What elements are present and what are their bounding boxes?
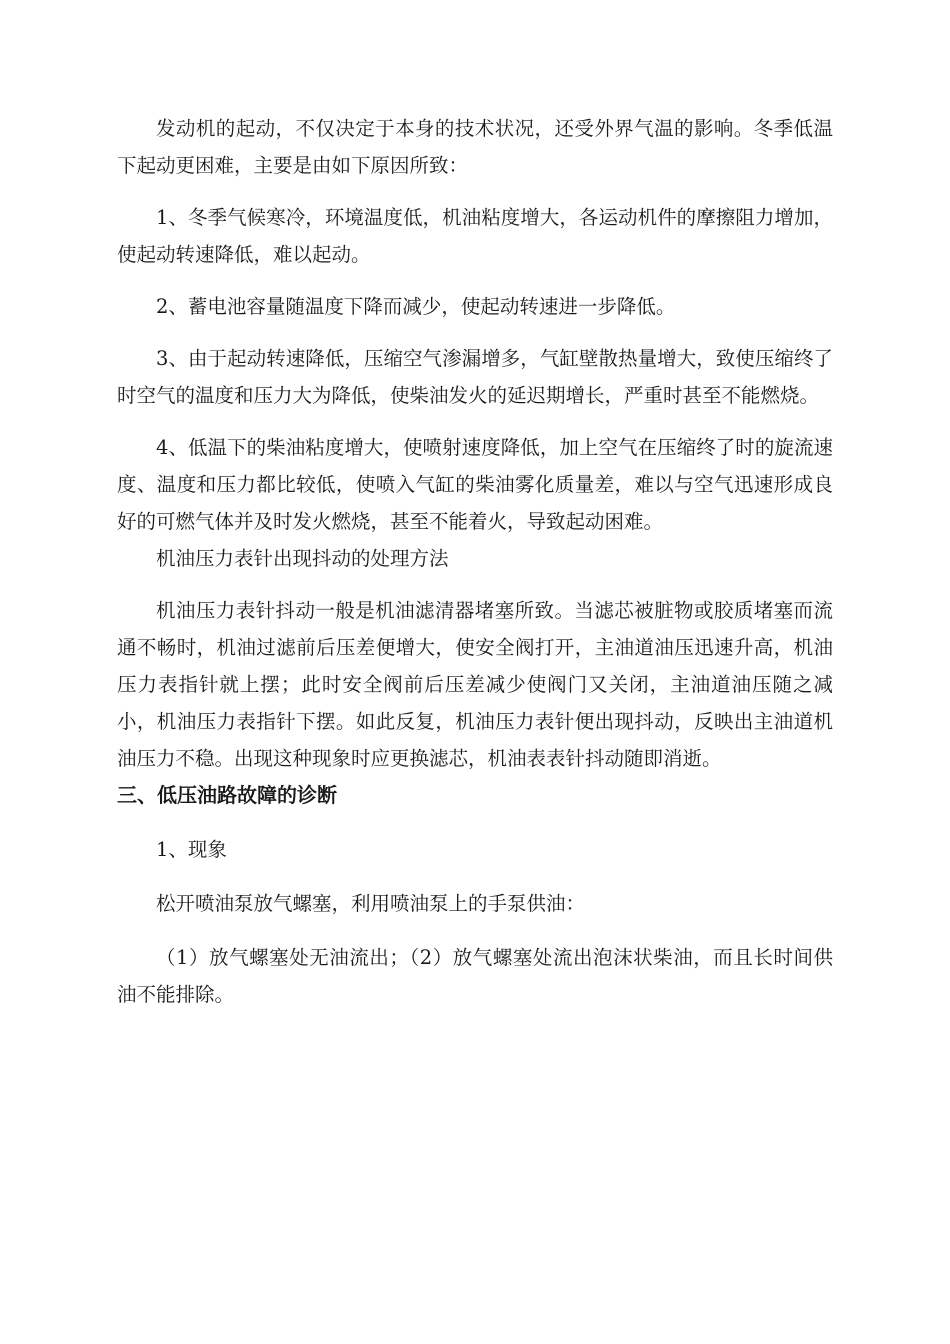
document-page xyxy=(117,110,833,1013)
paragraph-phenomenon-detail: （1）放气螺塞处无油流出；（2）放气螺塞处流出泡沫状柴油，而且长时间供油不能排除。 xyxy=(117,946,833,1006)
paragraph-reason-4: 4、低温下的柴油粘度增大，使喷射速度降低，加上空气在压缩终了时的旋流速度、温度和压力都比较低，使喷入气缸的柴油雾化质量差，难以与空气迅速形成良好的可燃气体并及时发火燃烧，甚至不能着火，导致起动困难。 xyxy=(117,436,833,533)
paragraph-oil-pressure: 机油压力表针抖动一般是机油滤清器堵塞所致。当滤芯被脏物或胶质堵塞而流通不畅时，机油过滤前后压差便增大，使安全阀打开，主油道油压迅速升高，机油压力表指针就上摆；此时安全阀前后压差减少使阀门又关闭，主油道油压随之减小，机油压力表指针下摆。如此反复，机油压力表针便出现抖动，反映出主油道机油压力不稳。出现这种现象时应更换滤芯，机油表表针抖动随即消逝。 xyxy=(117,599,833,770)
section-heading-low-pressure: 三、低压油路故障的诊断 xyxy=(117,783,337,807)
paragraph-phenomenon-intro: 松开喷油泵放气螺塞，利用喷油泵上的手泵供油： xyxy=(156,892,586,915)
section-subtitle-oil-pressure: 机油压力表针出现抖动的处理方法 xyxy=(156,547,449,570)
paragraph-phenomenon-title: 1、现象 xyxy=(156,838,227,861)
paragraph-reason-1: 1、冬季气候寒冷，环境温度低，机油粘度增大，各运动机件的摩擦阻力增加，使起动转速降低，难以起动。 xyxy=(117,206,833,266)
paragraph-reason-3: 3、由于起动转速降低，压缩空气渗漏增多，气缸壁散热量增大，致使压缩终了时空气的温度和压力大为降低，使柴油发火的延迟期增长，严重时甚至不能燃烧。 xyxy=(117,347,833,407)
paragraph-intro: 发动机的起动，不仅决定于本身的技术状况，还受外界气温的影响。冬季低温下起动更困难，主要是由如下原因所致： xyxy=(117,117,833,177)
paragraph-reason-2: 2、蓄电池容量随温度下降而减少，使起动转速进一步降低。 xyxy=(156,295,676,318)
